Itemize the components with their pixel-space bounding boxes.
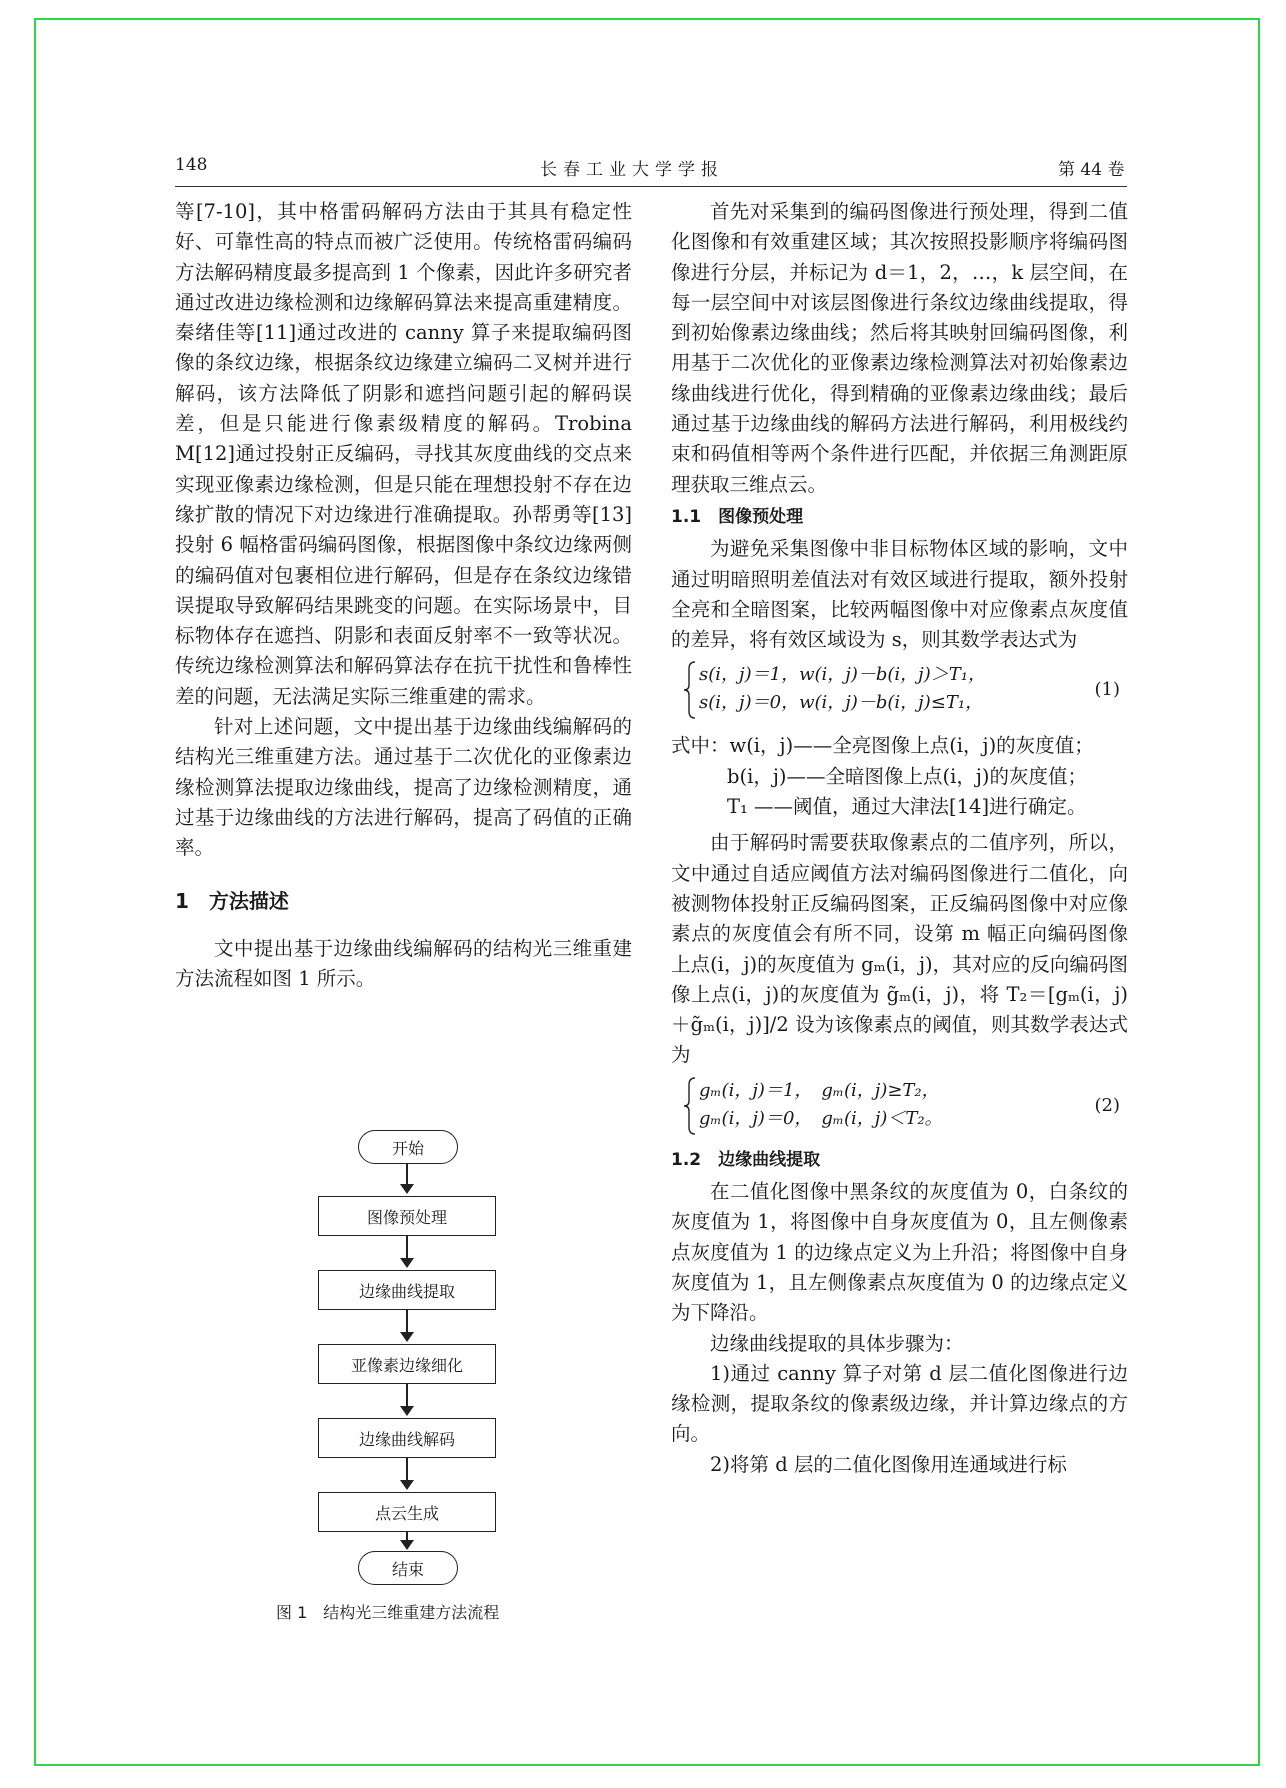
flow-arrow (406, 1458, 408, 1488)
flow-step: 边缘曲线提取 (318, 1270, 496, 1310)
equation-1 (671, 655, 1128, 727)
journal-title: 长春工业大学学报 (540, 160, 724, 180)
flow-arrow (406, 1532, 408, 1548)
equation-number: (1) (1094, 679, 1120, 701)
section-heading: 1 方法描述 (175, 888, 289, 913)
paragraph: 文中提出基于边缘曲线编解码的结构光三维重建方法流程如图 1 所示。 (175, 936, 632, 991)
paragraph: 在二值化图像中黑条纹的灰度值为 0，白条纹的灰度值为 1，将图像中自身灰度值为 0，且左侧像素点灰度值为 1 的边缘点定义为上升沿；将图像中自身灰度值为 1，且左侧像素点灰度值为 0 的边缘点定义为下降沿。 (671, 1180, 1128, 1325)
equation-line: gₘ(i，j)＝0， gₘ(i，j)＜T₂。 (699, 1107, 943, 1129)
right-column (671, 197, 1128, 1480)
equation-line: gₘ(i，j)＝1， gₘ(i，j)≥T₂， (699, 1079, 940, 1101)
equation-line: s(i，j)＝1，w(i，j)－b(i，j)＞T₁， (699, 664, 986, 686)
definition-line: T₁ ——阈值，通过大津法[14]进行确定。 (727, 795, 1087, 819)
paragraph: 为避免采集图像中非目标物体区域的影响，文中通过明暗照明差值法对有效区域进行提取，额外投射全亮和全暗图案，比较两幅图像中对应像素点灰度值的差异，将有效区域设为 s，则其数学表达式为 (671, 537, 1128, 652)
definitions (671, 731, 1128, 822)
subsection-heading: 1.1 图像预处理 (671, 506, 804, 527)
flow-step: 点云生成 (318, 1492, 496, 1532)
paragraph: 针对上述问题，文中提出基于边缘曲线编解码的结构光三维重建方法。通过基于二次优化的亚像素边缘检测算法提取边缘曲线，提高了边缘检测精度，通过基于边缘曲线的方法进行解码，提高了码值的正确率。 (175, 715, 632, 860)
brace-icon (683, 661, 697, 719)
flow-arrow (406, 1384, 408, 1414)
equation-line: s(i，j)＝0，w(i，j)－b(i，j)≤T₁， (699, 692, 984, 714)
paragraph: 首先对采集到的编码图像进行预处理，得到二值化图像和有效重建区域；其次按照投影顺序将编码图像进行分层，并标记为 d＝1，2，…，k 层空间，在每一层空间中对该层图像进行条纹边缘曲线提取，得到初始像素边缘曲线；然后将其映射回编码图像，利用基于二次优化的亚像素边缘检测算法对初始像素边缘曲线进行优化，得到精确的亚像素边缘曲线；最后通过基于边缘曲线的解码方法进行解码，利用极线约束和码值相等两个条件进行匹配，并依据三角测距原理获取三维点云。 (671, 200, 1128, 496)
flow-step: 亚像素边缘细化 (318, 1344, 496, 1384)
paragraph: 边缘曲线提取的具体步骤为： (710, 1331, 964, 1355)
flow-end: 结束 (358, 1551, 458, 1585)
left-column (175, 197, 632, 994)
brace-icon (683, 1077, 697, 1135)
flowchart (318, 1130, 498, 1585)
flow-step: 图像预处理 (318, 1196, 496, 1236)
subsection-heading: 1.2 边缘曲线提取 (671, 1149, 821, 1170)
flow-step: 边缘曲线解码 (318, 1418, 496, 1458)
equation-2 (671, 1071, 1128, 1143)
flow-arrow (406, 1236, 408, 1266)
equation-number: (2) (1094, 1094, 1120, 1116)
flow-arrow (406, 1164, 408, 1192)
paragraph: 由于解码时需要获取像素点的二值序列，所以，文中通过自适应阈值方法对编码图像进行二值化，向被测物体投射正反编码图案，正反编码图像中对应像素点的灰度值会有所不同，设第 m 幅正向编码图像上点(i，j)的灰度值为 gₘ(i，j)，其对应的反向编码图像上点(i，j)的灰度值为 g̃ₘ(i，j)，将 T₂＝[gₘ(i，j)＋g̃ₘ(i，j)]/2 设为该像素点的阈值，则其数学表达式为 (671, 831, 1128, 1067)
definition-line: 式中：w(i，j)——全亮图像上点(i，j)的灰度值； (671, 734, 1094, 758)
flow-arrow (406, 1310, 408, 1340)
paragraph: 等[7-10]，其中格雷码解码方法由于其具有稳定性好、可靠性高的特点而被广泛使用。传统格雷码编码方法解码精度最多提高到 1 个像素，因此许多研究者通过改进边缘检测和边缘解码算法来提高重建精度。秦绪佳等[11]通过改进的 canny 算子来提取编码图像的条纹边缘，根据条纹边缘建立编码二叉树并进行解码，该方法降低了阴影和遮挡问题引起的解码误差，但是只能进行像素级精度的解码。Trobina M[12]通过投射正反编码，寻找其灰度曲线的交点来实现亚像素边缘检测，但是只能在理想投射不存在边缘扩散的情况下对边缘进行准确提取。孙帮勇等[13]投射 6 幅格雷码编码图像，根据图像中条纹边缘两侧的编码值对包裹相位进行解码，但是存在条纹边缘错误提取导致解码结果跳变的问题。在实际场景中，目标物体存在遮挡、阴影和表面反射率不一致等状况。传统边缘检测算法和解码算法存在抗干扰性和鲁棒性差的问题，无法满足实际三维重建的需求。 (175, 200, 632, 708)
volume-label: 第 44 卷 (1058, 160, 1125, 180)
header-rule (175, 186, 1127, 187)
definition-line: b(i，j)——全暗图像上点(i，j)的灰度值； (727, 764, 1087, 788)
paragraph: 2)将第 d 层的二值化图像用连通域进行标 (710, 1452, 1067, 1476)
flow-start: 开始 (358, 1130, 458, 1164)
figure-caption: 图 1 结构光三维重建方法流程 (276, 1603, 500, 1622)
paragraph: 1)通过 canny 算子对第 d 层二值化图像进行边缘检测，提取条纹的像素级边缘，并计算边缘点的方向。 (671, 1361, 1128, 1446)
page-number: 148 (175, 155, 208, 175)
